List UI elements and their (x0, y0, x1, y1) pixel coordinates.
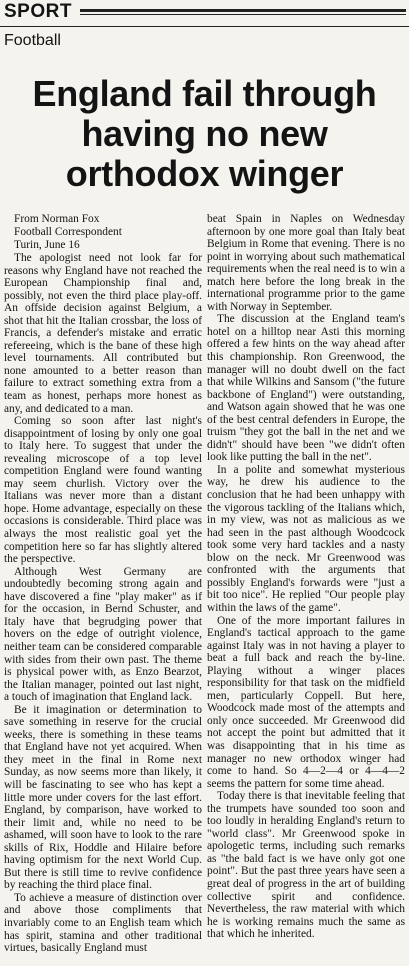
byline-role: Football Correspondent (14, 226, 122, 238)
kicker: Football (4, 32, 61, 49)
paragraph: Coming so soon after last night's disappointment of losing by only one goal to Italy here. To suggest that under the revealing microscope of a top level competition England were found wanting may seem churlish. Victory over the Italians was never more than a distant hope. Home advantage, especially on these occasions is considerable. Third place was always the most realistic goal yet the competition here so far has slightly altered the perspective. (4, 415, 202, 566)
section-rule (80, 9, 406, 12)
paragraph: To achieve a measure of distinction over and above those compliments that invariably come to an English team which has spirit, stamina and other traditional virtues, basically England must (4, 891, 202, 955)
byline (4, 213, 202, 252)
byline-dateline: Turin, June 16 (14, 239, 80, 251)
paragraph: The discussion at the England team's hotel on a hilltop near Asti this morning offered a few hints on the way ahead after this championship. Ron Greenwood, the manager will no doubt dwell on the fact that while Wilkins and Sansom ("the future backbone of England") were outstanding, and Watson again showed that he was one of the best central defenders in Europe, the truism "they got the ball in the net and we didn't" should have been "we didn't often look like putting the ball in the net". (207, 313, 405, 464)
paragraph: Although West Germany are undoubtedly becoming strong again and have discovered a fine "play maker" as if for the occasion, in Bernd Schuster, and Italy have that begrudging power that hovers on the edge of outright violence, neither team can be considered comparable with sides from their own past. The theme is physical power with, as Enzo Bearzot, the Italian manager, pointed out last night, a touch of imagination that England lack. (4, 565, 202, 704)
headline-line-2: having no new (81, 113, 328, 154)
article-column-right (207, 213, 405, 941)
paragraph: Be it imagination or determination to save something in reserve for the crucial weeks, there is something in these teams that England have not yet acquired. When they meet in the final in Rome next Sunday, as now seems more than likely, it will be fascinating to see who has kept a little more under covers for the last effort. England, by comparison, have worked to their limit and, while no need to be ashamed, will soon have to look to the rare skills of Rix, Hoddle and Hilaire before having optimism for the next World Cup. But there is still time to revive confidence by reaching the third place final. (4, 703, 202, 892)
section-header (0, 0, 409, 27)
paragraph: In a polite and somewhat mysterious way, he drew his audience to the conclusion that he had been unhappy with the vigorous tackling of the Italians which, in my view, was not as malicious as we had seen in the past although Woodcock took some very hard tackles and a nasty blow on the neck. Mr Greenwood was confronted with the arguments that possibly England's forwards were "just a bit too nice". He replied "Our people play within the laws of the game". (207, 463, 405, 614)
section-title: SPORT (4, 1, 72, 22)
byline-author: From Norman Fox (14, 213, 100, 225)
paragraph: The apologist need not look far for reasons why England have not reached the European Championship final and, possibly, not even the third place play-off. An offside decision against Belgium, a shot that hit the Italian crossbar, the loss of Francis, a defender's mistake and erratic refereeing, which is the bane of these high level tournaments. All contributed but none amounted to a better reason than failure to extract something extra from a team as honest, perhaps more honest as any, and dedicated to a man. (4, 252, 202, 415)
headline-line-1: England fail through (32, 73, 377, 114)
headline (0, 74, 409, 194)
paragraph: One of the more important failures in England's tactical approach to the game against Italy was in not having a player to beat a full back and reach the by-line. Playing without a winger places responsibility for that task on the midfield men, particularly Coppell. But here, Woodcock made most of the attempts and only once succeeded. Mr Greenwood did not accept the point but admitted that it was disappointing that in his time as manager no new orthodox winger had come to hand. So 4—2—4 or 4—4—2 seems the pattern for some time ahead. (207, 614, 405, 790)
article-column-left (4, 213, 202, 955)
section-rule-thin (80, 14, 406, 15)
headline-line-3: orthodox winger (65, 153, 344, 194)
paragraph: Today there is that inevitable feeling that the trumpets have sounded too soon and too loudly in heralding England's return to "world class". Mr Greenwood spoke in apologetic terms, including such remarks as "the bald fact is we have only got one point". But the past three years have seen a great deal of progress in the art of building collective spirit and confidence. Nevertheless, the raw material with which he is working remains much the same as that which he inherited. (207, 790, 405, 941)
paragraph: beat Spain in Naples on Wednesday afternoon by one more goal than Italy beat Belgium in Rome that evening. There is no point in worrying about such mathematical requirements when the real need is to win a match here before the long break in the international programme prior to the game with Norway in September. (207, 213, 406, 313)
